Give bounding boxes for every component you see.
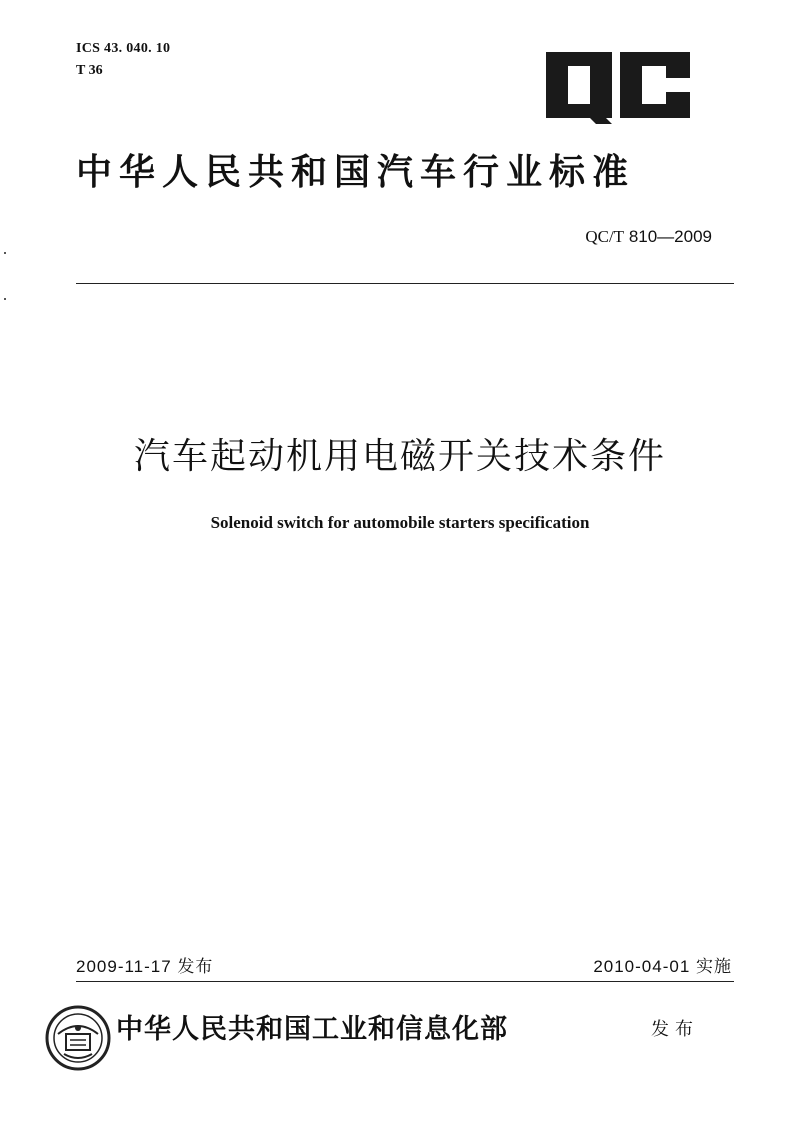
title-english: Solenoid switch for automobile starters specification bbox=[210, 513, 590, 532]
standard-category: 中华人民共和国汽车行业标准 bbox=[76, 151, 636, 193]
scan-mark bbox=[4, 252, 6, 254]
ics-code: ICS 43. 040. 10 bbox=[76, 41, 171, 56]
publisher-name: 中华人民共和国工业和信息化部 bbox=[116, 1014, 508, 1045]
ministry-seal-icon bbox=[44, 1004, 112, 1072]
qc-logo bbox=[544, 48, 692, 124]
standard-number bbox=[585, 226, 712, 248]
standard-number-prefix: QC/T bbox=[585, 227, 625, 246]
header-divider bbox=[76, 283, 734, 284]
classification-code: T 36 bbox=[76, 63, 103, 78]
publish-label: 发布 bbox=[651, 1019, 699, 1040]
scan-mark bbox=[4, 298, 6, 300]
title-chinese: 汽车起动机用电磁开关技术条件 bbox=[133, 436, 666, 477]
implementation-date: 2010-04-01 实施 bbox=[593, 957, 732, 976]
standard-number-value: 810—2009 bbox=[628, 227, 712, 246]
footer-divider bbox=[76, 981, 734, 982]
qc-logo-q bbox=[546, 52, 612, 124]
issue-date: 2009-11-17 发布 bbox=[76, 957, 214, 976]
qc-logo-c bbox=[620, 52, 690, 118]
